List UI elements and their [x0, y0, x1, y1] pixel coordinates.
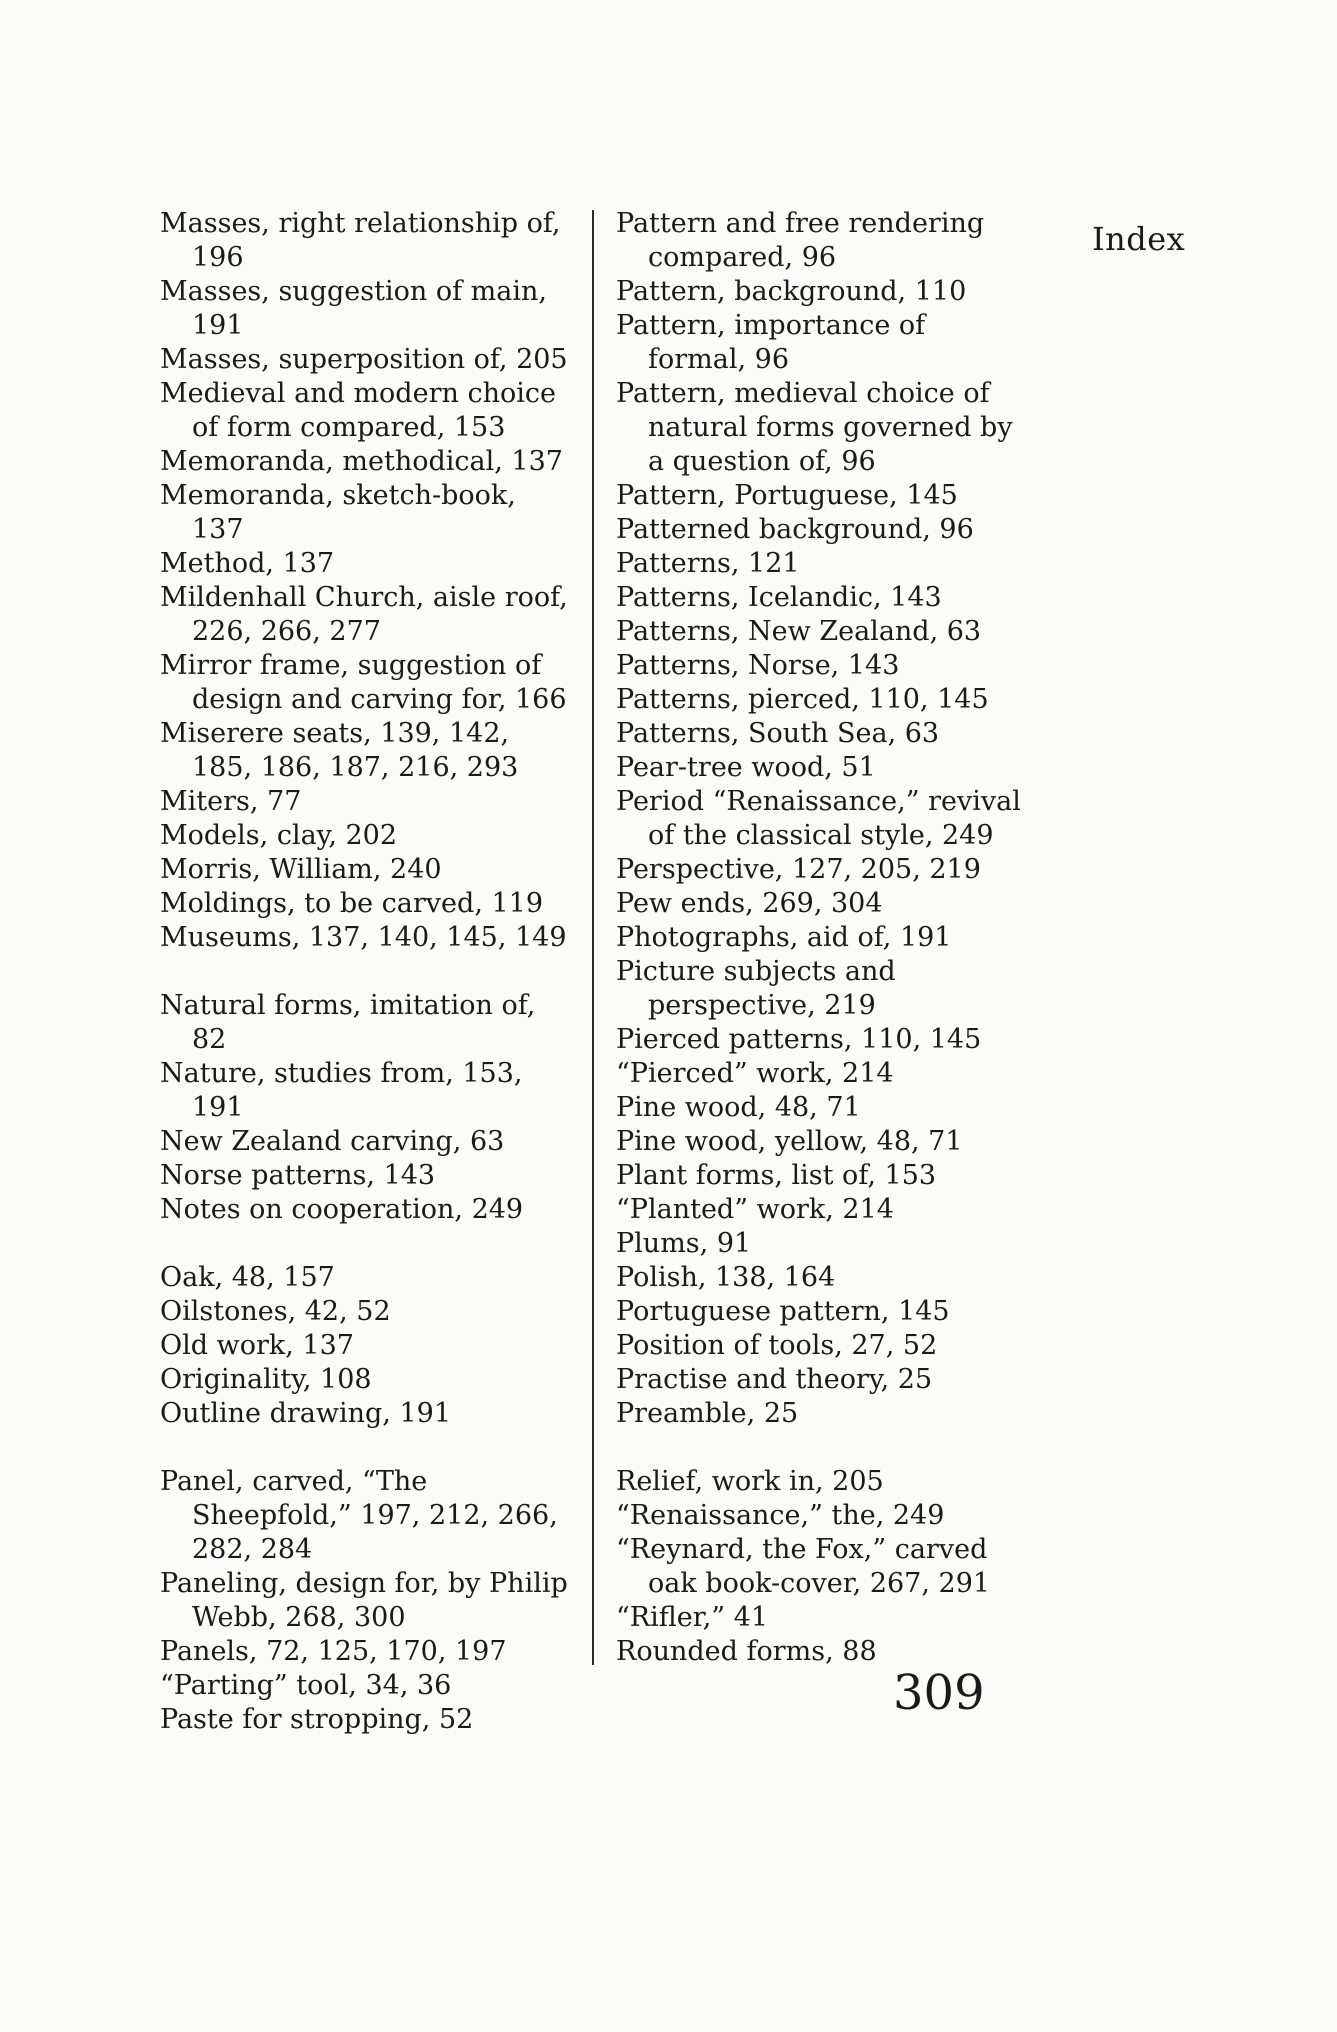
index-entry: Patterns, pierced, 110, 145 [616, 684, 989, 715]
index-entry: Miserere seats, 139, 142, 185, 186, 187, 216, 293 [160, 718, 519, 783]
index-entry: Patterns, Icelandic, 143 [616, 582, 942, 613]
index-entry: Pierced patterns, 110, 145 [616, 1024, 982, 1055]
section-gap [160, 955, 570, 989]
section-gap [160, 1431, 570, 1465]
index-entry: Patterns, South Sea, 63 [616, 718, 940, 749]
index-entry: “Parting” tool, 34, 36 [160, 1670, 452, 1701]
index-entry: Portuguese pattern, 145 [616, 1296, 950, 1327]
index-entry: Panels, 72, 125, 170, 197 [160, 1636, 507, 1667]
index-entry: “Planted” work, 214 [616, 1194, 894, 1225]
index-entry: Period “Renaissance,” revival of the classical style, 249 [616, 786, 1021, 851]
index-entry: Medieval and modern choice of form compared, 153 [160, 378, 556, 443]
index-entry: Masses, right relationship of, 196 [160, 208, 561, 273]
index-entry: Models, clay, 202 [160, 820, 398, 851]
index-entry: Pew ends, 269, 304 [616, 888, 883, 919]
index-entry: Masses, suggestion of main, 191 [160, 276, 547, 341]
index-entry: Outline drawing, 191 [160, 1398, 452, 1429]
index-entry: Old work, 137 [160, 1330, 354, 1361]
index-entry: Norse patterns, 143 [160, 1160, 436, 1191]
index-entry: “Rifler,” 41 [616, 1602, 769, 1633]
index-entry: Moldings, to be carved, 119 [160, 888, 544, 919]
index-entry: Pattern, Portuguese, 145 [616, 480, 958, 511]
index-entry: “Renaissance,” the, 249 [616, 1500, 945, 1531]
index-entry: Preamble, 25 [616, 1398, 799, 1429]
index-entry: Paneling, design for, by Philip Webb, 268, 300 [160, 1568, 568, 1633]
index-column-right [616, 207, 1026, 1669]
index-entry: Plums, 91 [616, 1228, 752, 1259]
index-entry: Position of tools, 27, 52 [616, 1330, 938, 1361]
index-entry: Originality, 108 [160, 1364, 372, 1395]
index-entry: Photographs, aid of, 191 [616, 922, 952, 953]
index-entry: Pine wood, 48, 71 [616, 1092, 861, 1123]
index-entry: Panel, carved, “The Sheepfold,” 197, 212, 266, 282, 284 [160, 1466, 558, 1565]
index-entry: Oilstones, 42, 52 [160, 1296, 391, 1327]
index-entry: New Zealand carving, 63 [160, 1126, 505, 1157]
index-entry: Nature, studies from, 153, 191 [160, 1058, 523, 1123]
index-entry: Polish, 138, 164 [616, 1262, 836, 1293]
index-entry: Pattern, background, 110 [616, 276, 967, 307]
index-entry: Plant forms, list of, 153 [616, 1160, 937, 1191]
index-entry: Picture subjects and perspective, 219 [616, 956, 896, 1021]
index-entry: Patterned background, 96 [616, 514, 974, 545]
index-entry: Memoranda, sketch-book, 137 [160, 480, 516, 545]
column-divider [592, 210, 594, 1665]
index-entry: Masses, superposition of, 205 [160, 344, 568, 375]
index-entry: Patterns, 121 [616, 548, 800, 579]
index-entry: “Reynard, the Fox,” carved oak book-cover, 267, 291 [616, 1534, 991, 1599]
index-entry: Miters, 77 [160, 786, 302, 817]
index-entry: Patterns, Norse, 143 [616, 650, 900, 681]
running-head: Index [1092, 220, 1186, 258]
index-entry: Morris, William, 240 [160, 854, 442, 885]
index-entry: Natural forms, imitation of, 82 [160, 990, 536, 1055]
index-entry: Mildenhall Church, aisle roof, 226, 266, 277 [160, 582, 568, 647]
index-column-left [160, 207, 570, 1737]
index-entry: Mirror frame, suggestion of design and carving for, 166 [160, 650, 567, 715]
page-number: 309 [893, 1665, 985, 1721]
index-entry: Pattern, importance of formal, 96 [616, 310, 926, 375]
index-entry: Oak, 48, 157 [160, 1262, 335, 1293]
index-entry: Notes on cooperation, 249 [160, 1194, 524, 1225]
section-gap [616, 1431, 1026, 1465]
index-entry: Patterns, New Zealand, 63 [616, 616, 982, 647]
index-entry: Pear-tree wood, 51 [616, 752, 876, 783]
index-entry: “Pierced” work, 214 [616, 1058, 894, 1089]
index-entry: Practise and theory, 25 [616, 1364, 933, 1395]
section-gap [160, 1227, 570, 1261]
index-entry: Method, 137 [160, 548, 335, 579]
index-entry: Pine wood, yellow, 48, 71 [616, 1126, 963, 1157]
index-entry: Rounded forms, 88 [616, 1636, 877, 1667]
index-entry: Pattern and free rendering compared, 96 [616, 208, 985, 273]
index-entry: Paste for stropping, 52 [160, 1704, 474, 1735]
index-entry: Museums, 137, 140, 145, 149 [160, 922, 567, 953]
index-entry: Perspective, 127, 205, 219 [616, 854, 981, 885]
index-entry: Relief, work in, 205 [616, 1466, 884, 1497]
index-entry: Memoranda, methodical, 137 [160, 446, 563, 477]
index-entry: Pattern, medieval choice of natural forms governed by a question of, 96 [616, 378, 1013, 477]
